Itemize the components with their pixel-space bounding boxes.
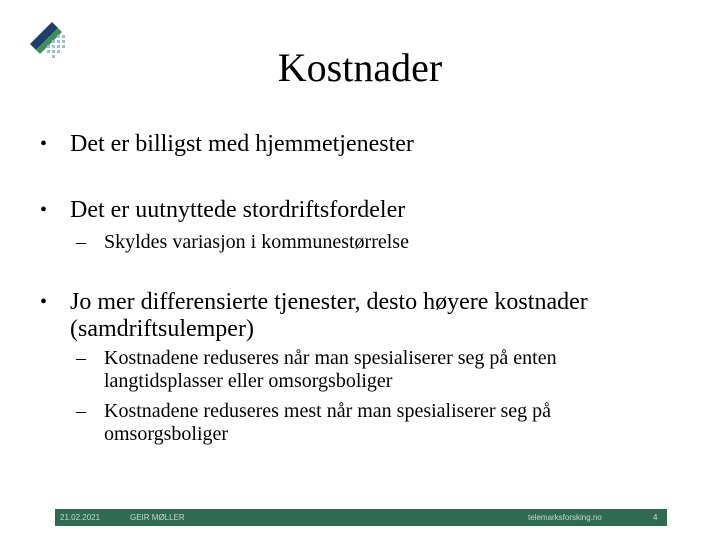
sub-bullet-text-line1: Kostnadene reduseres mest når man spesialiserer seg på — [104, 400, 552, 422]
sub-bullet-text: Skyldes variasjon i kommunestørrelse — [104, 231, 409, 253]
sub-bullet-item — [76, 347, 557, 370]
bullet-text-line1: Jo mer differensierte tjenester, desto høyere kostnader — [70, 289, 588, 315]
bullet-item — [40, 130, 414, 158]
bullet-text: Det er uutnyttede stordriftsfordeler — [70, 197, 406, 223]
logo — [28, 16, 72, 62]
sub-bullet-item — [76, 400, 552, 423]
bullet-continuation — [70, 315, 254, 343]
bullet-text-line2: (samdriftsulemper) — [70, 316, 254, 342]
sub-bullet-dash: – — [76, 231, 86, 253]
sub-bullet-item — [76, 231, 409, 254]
sub-bullet-text-line2: omsorgsboliger — [104, 423, 229, 445]
bullet-dot: • — [40, 133, 48, 155]
footer-bar — [55, 509, 667, 526]
sub-bullet-continuation — [104, 423, 228, 446]
slide-title: Kostnader — [277, 45, 443, 90]
footer-website: telemarksforsking.no — [528, 513, 602, 522]
sub-bullet-continuation — [104, 370, 392, 393]
sub-bullet-dash: – — [76, 347, 86, 369]
bullet-item — [40, 288, 588, 316]
footer-date: 21.02.2021 — [60, 513, 101, 522]
sub-bullet-text-line2: langtidsplasser eller omsorgsboliger — [104, 370, 393, 392]
footer-author: GEIR MØLLER — [130, 513, 185, 522]
sub-bullet-text-line1: Kostnadene reduseres når man spesialiserer seg på enten — [104, 347, 557, 369]
bullet-dot: • — [40, 291, 48, 313]
sub-bullet-dash: – — [76, 400, 86, 422]
bullet-text: Det er billigst med hjemmetjenester — [70, 131, 414, 157]
footer-page-number: 4 — [653, 513, 658, 522]
bullet-item — [40, 196, 406, 224]
bullet-dot: • — [40, 199, 48, 221]
